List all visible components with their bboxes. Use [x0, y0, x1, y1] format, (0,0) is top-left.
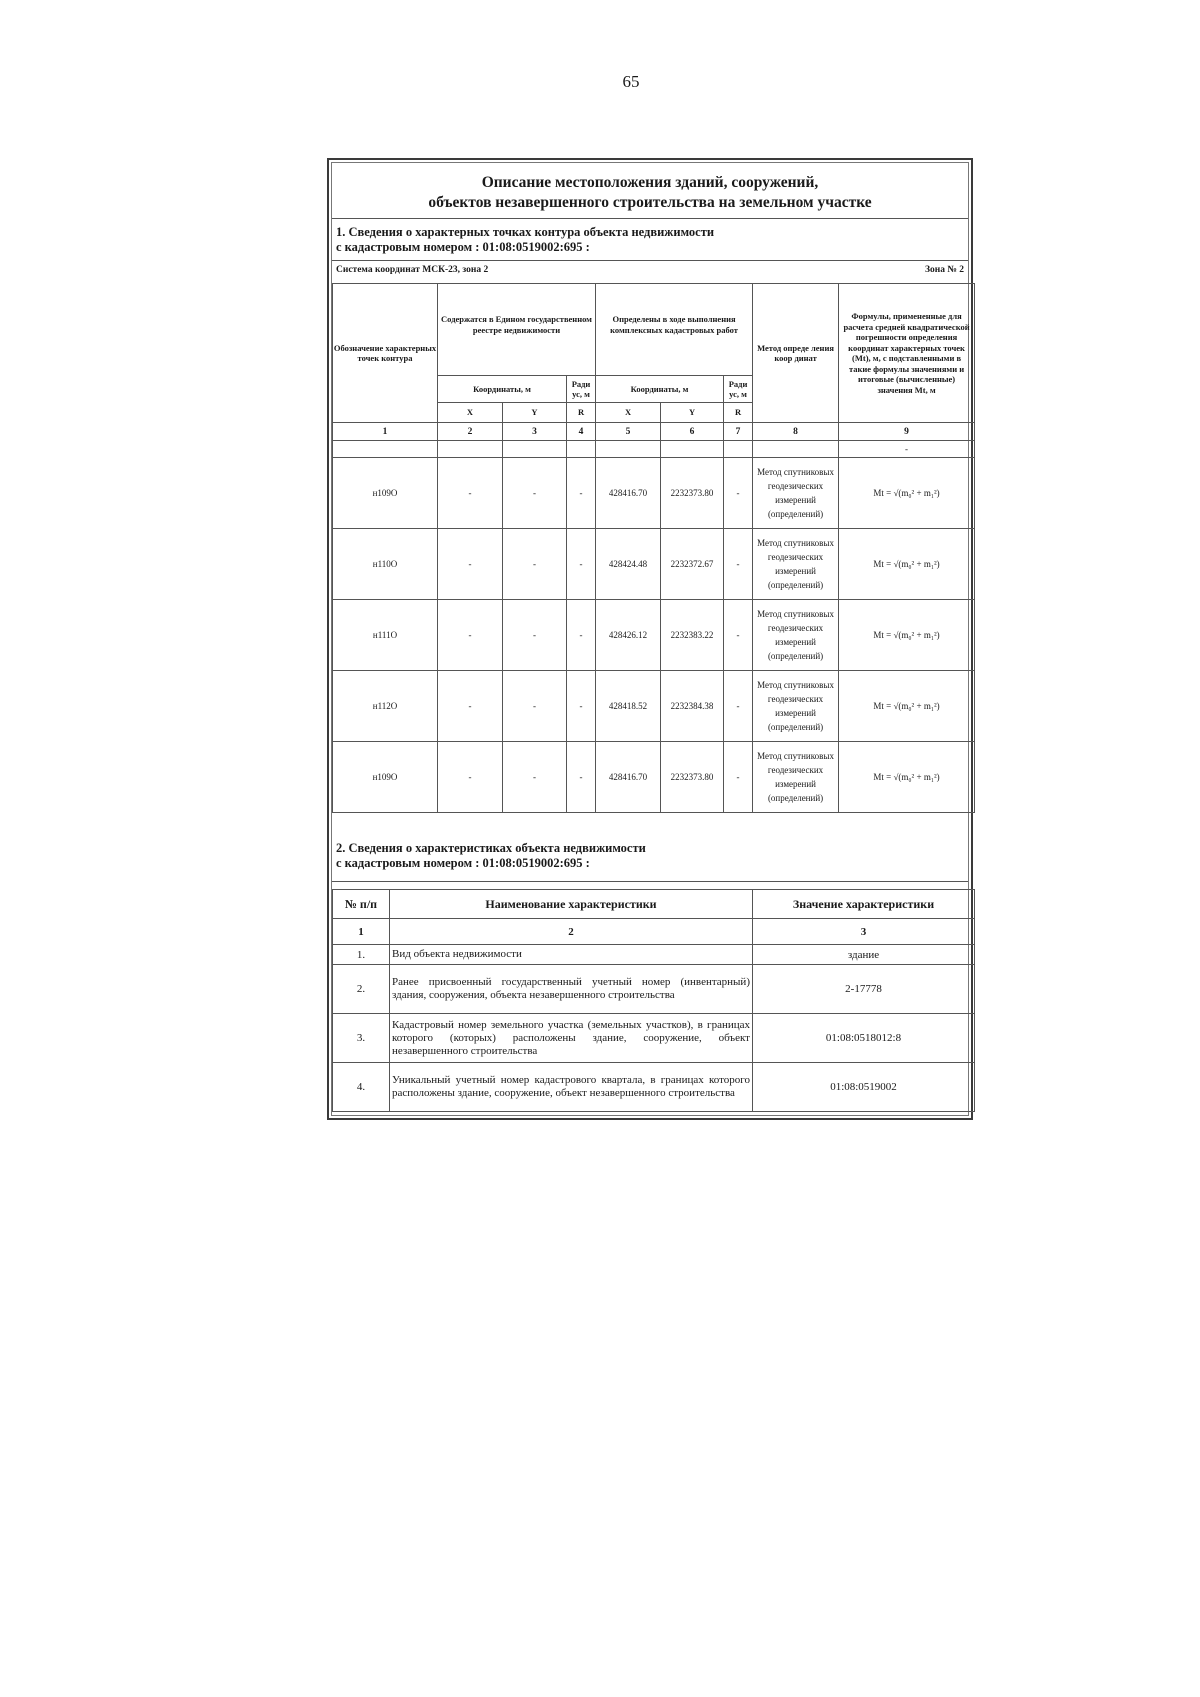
- header-number: № п/п: [333, 890, 390, 919]
- section-2-line-1: 2. Сведения о характеристиках объекта недвижимости: [336, 841, 646, 855]
- characteristics-table: [332, 889, 975, 1112]
- formula: Mt = √(m₀² + m₁²): [839, 671, 975, 742]
- column-number: 2: [390, 919, 753, 945]
- document-title: [332, 173, 968, 213]
- document-frame: [327, 158, 973, 1120]
- coord-x: 428416.70: [596, 742, 661, 813]
- characteristic-name: Вид объекта недвижимости: [390, 945, 753, 965]
- egrn-y: -: [503, 600, 567, 671]
- egrn-r: -: [567, 529, 596, 600]
- point-name: н109О: [333, 742, 438, 813]
- point-name: н109О: [333, 458, 438, 529]
- column-number: 3: [753, 919, 975, 945]
- egrn-r: -: [567, 671, 596, 742]
- header-x: X: [596, 403, 661, 423]
- formula: Mt = √(m₀² + m₁²): [839, 529, 975, 600]
- table-row: [333, 1014, 975, 1063]
- header-coords: Координаты, м: [438, 376, 567, 403]
- radius: -: [724, 742, 753, 813]
- egrn-x: -: [438, 458, 503, 529]
- coord-y: 2232383.22: [661, 600, 724, 671]
- column-number: 4: [567, 423, 596, 441]
- section-1-line-2: с кадастровым номером : 01:08:0519002:695 :: [336, 240, 590, 254]
- column-number: 2: [438, 423, 503, 441]
- header-coords: Координаты, м: [596, 376, 724, 403]
- formula: Mt = √(m₀² + m₁²): [839, 742, 975, 813]
- header-designation: Обозначение характерных точек контура: [333, 284, 438, 423]
- header-characteristic-name: Наименование характеристики: [390, 890, 753, 919]
- characteristic-value: здание: [753, 945, 975, 965]
- coord-x: 428426.12: [596, 600, 661, 671]
- egrn-y: -: [503, 671, 567, 742]
- column-number: 9: [839, 423, 975, 441]
- column-number: 8: [753, 423, 839, 441]
- characteristic-name: Кадастровый номер земельного участка (земельных участков), в границах которого (которых) расположены здание, сооружение, объект незавершенного строительства: [390, 1014, 753, 1063]
- column-number: 5: [596, 423, 661, 441]
- row-number: 1.: [333, 945, 390, 965]
- header-egrn: Содержатся в Едином государственном реестре недвижимости: [438, 284, 596, 376]
- characteristic-name: Ранее присвоенный государственный учетный номер (инвентарный) здания, сооружения, объекта незавершенного строительства: [390, 965, 753, 1014]
- egrn-r: -: [567, 742, 596, 813]
- egrn-r: -: [567, 458, 596, 529]
- header-method: Метод опреде ления коор динат: [753, 284, 839, 423]
- header-radius: Ради ус, м: [724, 376, 753, 403]
- radius: -: [724, 671, 753, 742]
- header-complex: Определены в ходе выполнения комплексных кадастровых работ: [596, 284, 753, 376]
- header-y: Y: [661, 403, 724, 423]
- egrn-x: -: [438, 529, 503, 600]
- formula: Mt = √(m₀² + m₁²): [839, 600, 975, 671]
- section-2-line-2: с кадастровым номером : 01:08:0519002:695 :: [336, 856, 590, 870]
- divider: [332, 881, 968, 882]
- points-table: [332, 283, 975, 813]
- characteristic-value: 01:08:0518012:8: [753, 1014, 975, 1063]
- header-r: R: [724, 403, 753, 423]
- egrn-y: -: [503, 458, 567, 529]
- zone-label: Зона № 2: [924, 265, 964, 275]
- section-1-heading: [336, 225, 714, 255]
- table-row-empty: [333, 441, 975, 458]
- method: Метод спутниковых геодезических измерений (определений): [753, 671, 839, 742]
- method: Метод спутниковых геодезических измерений (определений): [753, 458, 839, 529]
- table-row: [333, 742, 975, 813]
- egrn-x: -: [438, 742, 503, 813]
- coordinate-system: Система координат МСК-23, зона 2: [336, 265, 489, 275]
- page-number: 65: [622, 72, 640, 91]
- coord-x: 428424.48: [596, 529, 661, 600]
- header-formula: Формулы, примененные для расчета средней квадратической погрешности определения координат характерных точек (Mt), м, с подставленными в такие формулы значениями и итоговые (вычисленные) значения Mt, м: [839, 284, 975, 423]
- divider: [332, 260, 968, 261]
- egrn-x: -: [438, 600, 503, 671]
- title-line-2: объектов незавершенного строительства на земельном участке: [428, 194, 872, 211]
- section-1-line-1: 1. Сведения о характерных точках контура объекта недвижимости: [336, 225, 715, 239]
- coord-y: 2232373.80: [661, 458, 724, 529]
- header-x: X: [438, 403, 503, 423]
- table-row: [333, 1063, 975, 1112]
- coord-y: 2232384.38: [661, 671, 724, 742]
- coord-y: 2232372.67: [661, 529, 724, 600]
- egrn-y: -: [503, 529, 567, 600]
- method: Метод спутниковых геодезических измерений (определений): [753, 529, 839, 600]
- characteristic-value: 2-17778: [753, 965, 975, 1014]
- header-radius: Ради ус, м: [567, 376, 596, 403]
- table-row: [333, 965, 975, 1014]
- formula: Mt = √(m₀² + m₁²): [839, 458, 975, 529]
- coordinate-system-row: [336, 265, 964, 275]
- radius: -: [724, 458, 753, 529]
- header-y: Y: [503, 403, 567, 423]
- empty-row-dash: -: [839, 441, 975, 458]
- coord-x: 428416.70: [596, 458, 661, 529]
- column-number: 7: [724, 423, 753, 441]
- characteristic-value: 01:08:0519002: [753, 1063, 975, 1112]
- point-name: н110О: [333, 529, 438, 600]
- row-number: 3.: [333, 1014, 390, 1063]
- point-name: н111О: [333, 600, 438, 671]
- table-row: [333, 945, 975, 965]
- column-number: 6: [661, 423, 724, 441]
- table-row: [333, 458, 975, 529]
- table-row: [333, 671, 975, 742]
- row-number: 2.: [333, 965, 390, 1014]
- characteristic-name: Уникальный учетный номер кадастрового квартала, в границах которого расположены здание, сооружение, объект незавершенного строительства: [390, 1063, 753, 1112]
- row-number: 4.: [333, 1063, 390, 1112]
- method: Метод спутниковых геодезических измерений (определений): [753, 600, 839, 671]
- divider: [332, 218, 968, 219]
- egrn-r: -: [567, 600, 596, 671]
- table-row: [333, 529, 975, 600]
- header-r: R: [567, 403, 596, 423]
- table-row: [333, 600, 975, 671]
- radius: -: [724, 529, 753, 600]
- egrn-y: -: [503, 742, 567, 813]
- section-2-heading: [336, 841, 646, 871]
- title-line-1: Описание местоположения зданий, сооружений,: [481, 174, 819, 191]
- column-number: 1: [333, 919, 390, 945]
- column-number: 3: [503, 423, 567, 441]
- document-body: [331, 162, 969, 1116]
- radius: -: [724, 600, 753, 671]
- egrn-x: -: [438, 671, 503, 742]
- coord-y: 2232373.80: [661, 742, 724, 813]
- column-number: 1: [333, 423, 438, 441]
- point-name: н112О: [333, 671, 438, 742]
- method: Метод спутниковых геодезических измерений (определений): [753, 742, 839, 813]
- header-characteristic-value: Значение характеристики: [753, 890, 975, 919]
- coord-x: 428418.52: [596, 671, 661, 742]
